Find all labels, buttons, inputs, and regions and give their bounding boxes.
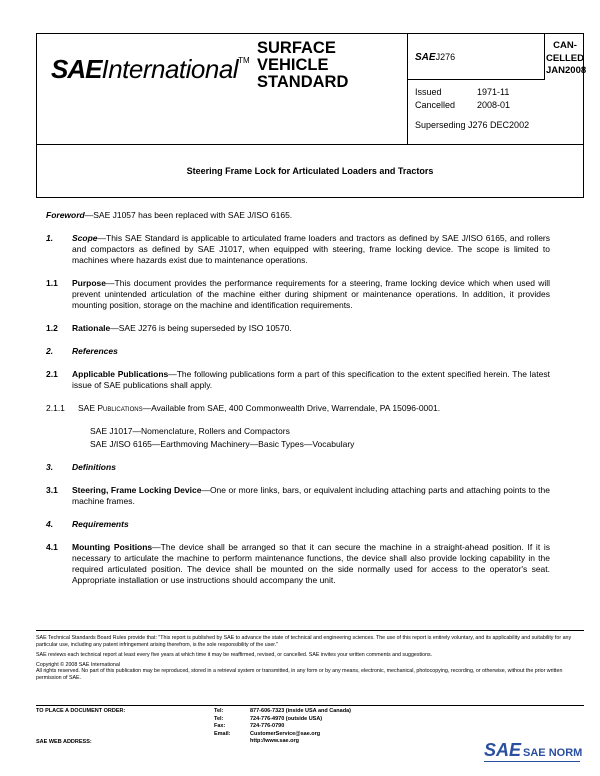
section-heading: Mounting Positions (72, 542, 153, 552)
email-label: Email: (214, 730, 231, 737)
section-number: 4.1 (46, 542, 58, 552)
foreword (46, 210, 550, 221)
email-value[interactable]: CustomerService@sae.org (250, 730, 321, 737)
fax-label: Fax: (214, 723, 226, 730)
section-number: 3.1 (46, 485, 58, 495)
tel-label: Tel: (214, 708, 224, 714)
section-heading: Requirements (72, 519, 129, 529)
document-number-value: J276 (435, 52, 456, 62)
section-text: —The following publications form a part of this specification to the extent specified herein. The latest issue of SAE publications shall apply. (72, 369, 550, 390)
fax-value: 724-776-0790 (250, 723, 285, 730)
sae-international-logo (51, 54, 250, 85)
section-2-1-1 (46, 403, 550, 414)
section-4 (46, 519, 550, 530)
logo-sae: SAE (51, 54, 102, 84)
reference-list (46, 426, 550, 450)
divider (407, 79, 545, 80)
divider (484, 761, 580, 762)
section-number: 4. (46, 519, 54, 529)
cancelled-value: 2008-01 (477, 100, 511, 110)
section-heading: Scope (72, 233, 98, 243)
section-heading: Steering, Frame Locking Device (72, 485, 202, 495)
copyright: Copyright © 2008 SAE International (36, 661, 120, 668)
section-1-1 (46, 278, 550, 311)
section-number: 1.2 (46, 323, 58, 333)
document-header (36, 33, 587, 145)
contact-list (214, 708, 351, 746)
tel2-value: 724-776-4970 (outside USA) (250, 715, 323, 722)
section-2-1 (46, 369, 550, 391)
section-4-1 (46, 542, 550, 586)
tel2-label: Tel: (214, 715, 224, 722)
document-number (415, 52, 455, 63)
reference-item: SAE J/ISO 6165—Earthmoving Machinery—Basic Types—Vocabulary (90, 439, 355, 449)
document-dates (415, 86, 529, 132)
foreword-text: —SAE J1057 has been replaced with SAE J/ISO 6165. (84, 210, 293, 220)
section-text: —SAE J276 is being superseded by ISO 10570. (110, 323, 292, 333)
standard-type-line1: SURFACE (257, 39, 336, 57)
section-text: —This document provides the performance requirements for a steering, frame locking device which when used will prevent unintended articulation of the machine either during shipment or maintenance operations. In addition, it provides mounting position, storage on the machine and identification requirements. (72, 278, 550, 310)
cancelled-stamp-line2: CELLED (546, 52, 584, 64)
section-text: —The device shall be arranged so that it can secure the machine in a straight-ahead position. If it is necessary to articulate the machine to perform maintenance functions, the device shall also provide locking capability in the required articulated position. The device shall be mounted on the side normally used for access to the operator's seat. Appropriate installation or use instructions should accompany the unit. (72, 542, 550, 585)
section-3 (46, 462, 550, 473)
sae-norm-text: SAE NORM (523, 747, 583, 759)
document-title: Steering Frame Lock for Articulated Loaders and Tractors (186, 166, 434, 176)
foreword-label: Foreword (46, 210, 85, 220)
rules-note: SAE Technical Standards Board Rules provide that: "This report is published by SAE to advance the state of technical and engineering sciences. The use of this report is entirely voluntary, and its applicability and suitability for any particular use, including any patent infringement arising therefrom, is the sole responsibility of the user." (36, 635, 572, 648)
cancelled-stamp-line3: JAN2008 (546, 65, 587, 76)
divider (407, 34, 408, 144)
web-value[interactable]: http://www.sae.org (250, 738, 299, 745)
section-text: —One or more links, bars, or equivalent including attaching parts and attaching points to the machine frames. (72, 485, 550, 506)
section-heading: Purpose (72, 278, 107, 288)
section-3-1 (46, 485, 550, 507)
document-number-prefix: SAE (415, 52, 436, 63)
divider (544, 34, 545, 79)
document-body (46, 210, 550, 598)
section-1-2 (46, 323, 550, 334)
sae-norm-logo (484, 740, 582, 761)
section-2 (46, 346, 550, 357)
cancelled-label: Cancelled (415, 100, 456, 110)
section-heading: Rationale (72, 323, 111, 333)
section-text: —Available from SAE, 400 Commonwealth Drive, Warrendale, PA 15096-0001. (142, 403, 441, 413)
cancelled-stamp (546, 40, 587, 78)
section-heading: Definitions (72, 462, 116, 472)
web-label: SAE WEB ADDRESS: (36, 739, 92, 745)
issued-label: Issued (415, 87, 442, 97)
section-number: 1.1 (46, 278, 58, 288)
section-heading: Applicable Publications (72, 369, 169, 379)
section-number: 2.1 (46, 369, 58, 379)
legal-footer (36, 630, 584, 682)
section-heading: References (72, 346, 118, 356)
section-1 (46, 233, 550, 266)
reference-item: SAE J1017—Nomenclature, Rollers and Compactors (90, 426, 290, 436)
superseding-note: Superseding J276 DEC2002 (415, 120, 530, 130)
logo-tm: TM (238, 56, 250, 65)
standard-type-line3: STANDARD (257, 73, 349, 91)
standard-type (257, 40, 348, 91)
rights-note: All rights reserved. No part of this publication may be reproduced, stored in a retrieval system or transmitted, in any form or by any means, electronic, mechanical, photocopying, recording, or otherwise, without the prior written permission of SAE. (36, 668, 563, 681)
cancelled-stamp-line1: CAN- (553, 40, 577, 51)
logo-international: International (101, 54, 239, 84)
issued-value: 1971-11 (477, 87, 510, 97)
tel-value: 877-606-7323 (inside USA and Canada) (250, 708, 351, 714)
section-number: 1. (46, 233, 54, 243)
standard-type-line2: VEHICLE (257, 56, 329, 74)
order-label: TO PLACE A DOCUMENT ORDER: (36, 708, 126, 714)
order-info (36, 705, 584, 745)
section-number: 2.1.1 (46, 403, 65, 413)
review-note: SAE reviews each technical report at least every five years at which time it may be reaffirmed, revised, or cancelled. SAE invites your written comments and suggestions. (36, 652, 433, 659)
section-number: 3. (46, 462, 54, 472)
sae-norm-mark: SAE (484, 740, 522, 760)
section-text: —This SAE Standard is applicable to articulated frame loaders and tractors as defined by SAE J/ISO 6165, and rollers and compactors as defined by SAE J1017, when equipped with steering, frame locking device. The scope is limited to machines where hazards exist due to maintenance operations. (72, 233, 550, 265)
section-heading: SAE Publications (78, 403, 143, 413)
section-number: 2. (46, 346, 54, 356)
title-box (36, 145, 584, 198)
